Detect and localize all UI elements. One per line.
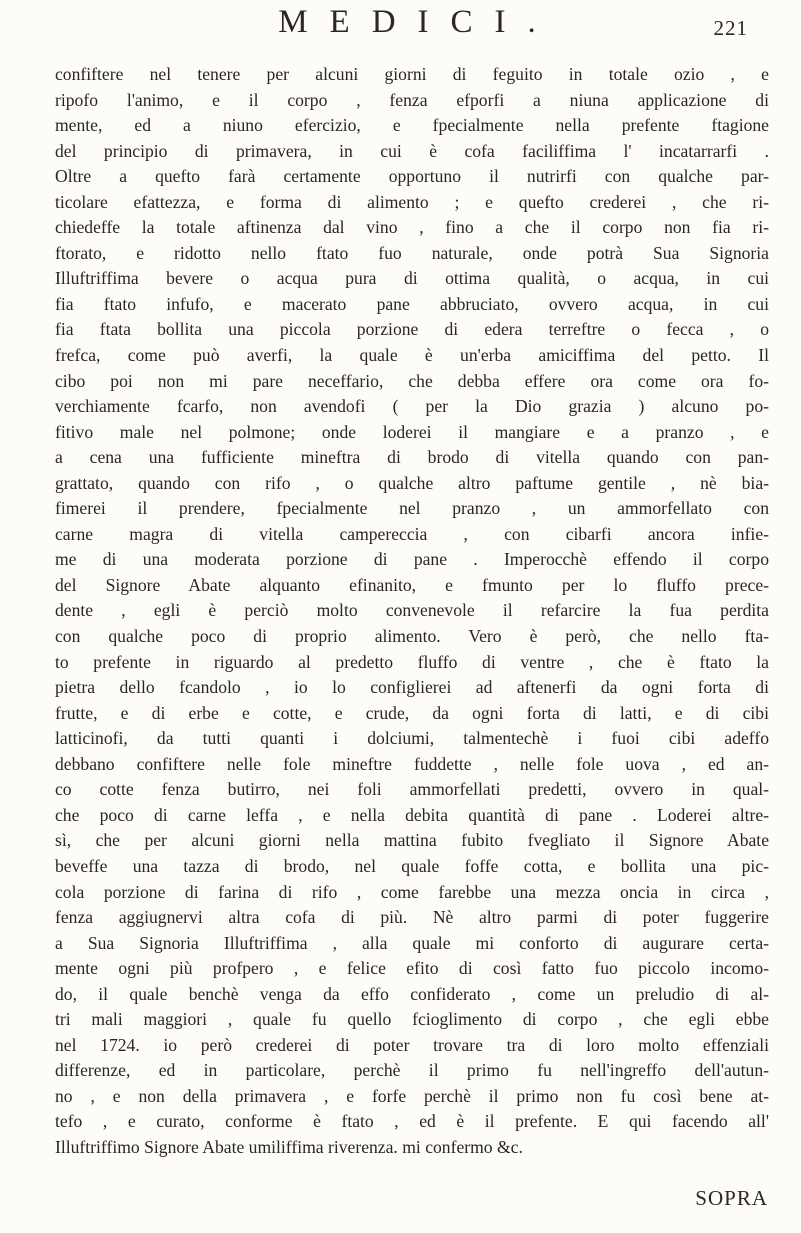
text-line: tefo , e curato, conforme è ftato , ed è il prefente. E qui facendo all' [55, 1111, 769, 1132]
page-number: 221 [713, 16, 748, 40]
text-line: debbano confiftere nelle fole mineftre fuddette , nelle fole uova , ed an- [55, 753, 769, 774]
running-head: MEDICI. [278, 4, 558, 40]
text-line: che poco di carne leffa , e nella debita quantità di pane . Loderei altre- [55, 804, 769, 825]
page-header [88, 4, 748, 48]
text-line: dente , egli è perciò molto convenevole il refarcire la fua perdita [55, 600, 769, 621]
text-line: mente, ed a niuno efercizio, e fpecialmente nella prefente ftagione [55, 115, 769, 136]
text-line: confiftere nel tenere per alcuni giorni di feguito in totale ozio , e [55, 64, 769, 84]
text-line: do, il quale benchè venga da effo confiderato , come un preludio di al- [55, 983, 769, 1004]
text-line: a Sua Signoria Illuftriffima , alla quale mi conforto di augurare certa- [55, 932, 769, 953]
text-line: del Signore Abate alquanto efinanito, e fmunto per lo fluffo prece- [55, 574, 769, 595]
text-line: ripofo l'animo, e il corpo , fenza efporfi a niuna applicazione di [55, 89, 769, 110]
text-line: fenza aggiugnervi altra cofa di più. Nè altro parmi di poter fuggerire [55, 907, 769, 928]
text-line: mente ogni più profpero , e felice efito di così fatto fuo piccolo incomo- [55, 958, 769, 979]
text-line: cibo poi non mi pare neceffario, che debba effere ora come ora fo- [55, 370, 769, 391]
text-line: ftorato, e ridotto nello ftato fuo naturale, onde potrà Sua Signoria [55, 242, 769, 263]
text-line: carne magra di vitella campereccia , con cibarfi ancora infie- [55, 523, 769, 544]
text-line: fia ftato infufo, e macerato pane abbruciato, ovvero acqua, in cui [55, 293, 769, 314]
text-line: Oltre a quefto farà certamente opportuno il nutrirfi con qualche par- [55, 166, 769, 187]
text-line: sì, che per alcuni giorni nella mattina fubito fvegliato il Signore Abate [55, 830, 769, 851]
text-line: nel 1724. io però crederei di poter trovare tra di loro molto effenziali [55, 1034, 769, 1055]
text-line: del principio di primavera, in cui è cofa faciliffima l' incatarrarfi . [55, 140, 769, 161]
text-line: co cotte fenza butirro, nei foli ammorfellati predetti, ovvero in qual- [55, 779, 769, 800]
text-line: fitivo male nel polmone; onde loderei il mangiare e a pranzo , e [55, 421, 769, 442]
text-line: me di una moderata porzione di pane . Imperocchè effendo il corpo [55, 549, 769, 570]
text-line: Illuftriffima bevere o acqua pura di ottima qualità, o acqua, in cui [55, 268, 769, 289]
text-line: chiedeffe la totale aftinenza dal vino , fino a che il corpo non fia ri- [55, 217, 769, 238]
text-line: fia ftata bollita una piccola porzione di edera terreftre o fecca , o [55, 319, 769, 340]
text-line: Illuftriffimo Signore Abate umiliffima riverenza. mi confermo &c. [55, 1136, 523, 1157]
text-line: frutte, e di erbe e cotte, e crude, da ogni forta di latti, e di cibi [55, 702, 769, 723]
text-line: a cena una fufficiente mineftra di brodo di vitella quando con pan- [55, 447, 769, 468]
text-line: tri mali maggiori , quale fu quello fcioglimento di corpo , che egli ebbe [55, 1009, 769, 1030]
text-line: fimerei il prendere, fpecialmente nel pranzo , un ammorfellato con [55, 498, 769, 519]
text-line: pietra dello fcandolo , io lo configlierei ad aftenerfi da ogni forta di [55, 677, 769, 698]
text-line: con qualche poco di proprio alimento. Vero è però, che nello fta- [55, 626, 769, 647]
text-line: no , e non della primavera , e forfe perchè il primo non fu così bene at- [55, 1085, 769, 1106]
text-line: differenze, ed in particolare, perchè il primo fu nell'ingreffo dell'autun- [55, 1060, 769, 1081]
body-text [55, 62, 769, 1161]
text-line: latticinofi, da tutti quanti i dolciumi, talmentechè i fuoi cibi adeffo [55, 728, 769, 749]
text-line: to prefente in riguardo al predetto fluffo di ventre , che è ftato la [55, 651, 769, 672]
text-line: ticolare efattezza, e forma di alimento ; e quefto crederei , che ri- [55, 191, 769, 212]
text-line: cola porzione di farina di rifo , come farebbe una mezza oncia in circa , [55, 881, 769, 902]
text-line: frefca, come può averfi, la quale è un'erba amiciffima del petto. Il [55, 345, 769, 366]
catchword: SOPRA [695, 1186, 768, 1210]
text-line: beveffe una tazza di brodo, nel quale foffe cotta, e bollita una pic- [55, 855, 769, 876]
text-line: grattato, quando con rifo , o qualche altro paftume gentile , nè bia- [55, 472, 769, 493]
text-line: verchiamente fcarfo, non avendofi ( per la Dio grazia ) alcuno po- [55, 396, 769, 417]
